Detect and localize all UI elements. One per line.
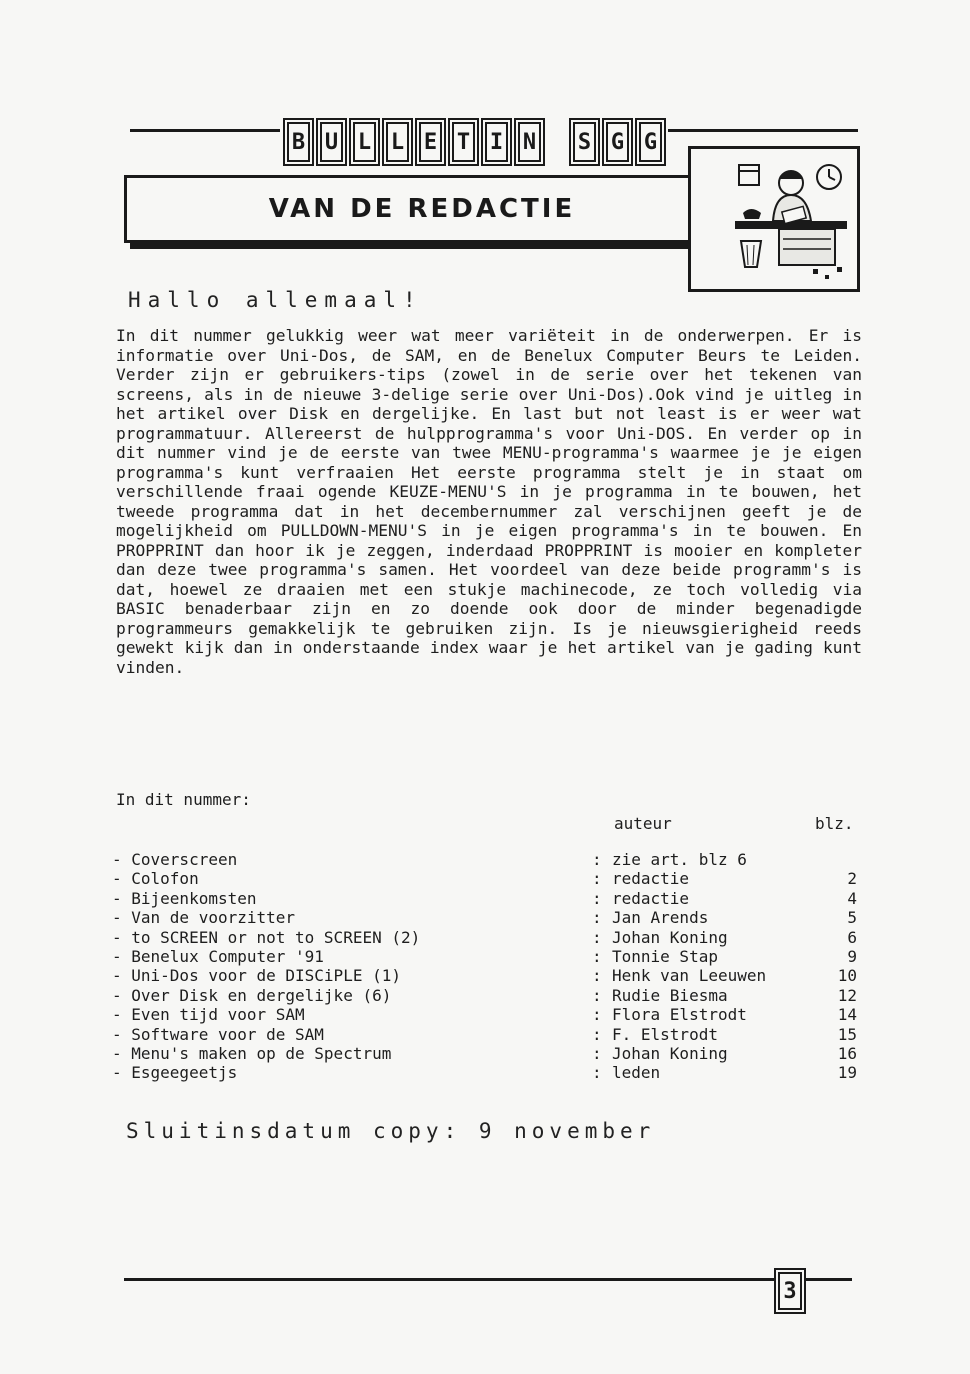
- brand-letter-box: L: [382, 118, 413, 166]
- brand-letter-box: L: [349, 118, 380, 166]
- index-row-author: Flora Elstrodt: [612, 1005, 747, 1025]
- index-row-author: Johan Koning: [612, 927, 728, 947]
- index-row-title: - Menu's maken op de Spectrum: [112, 1043, 392, 1063]
- footer-rule-right: [802, 1278, 852, 1281]
- index-column-page: blz.: [815, 814, 854, 833]
- brand-letter-box: E: [415, 118, 446, 166]
- index-row-author: redactie: [612, 869, 690, 889]
- index-row-page: 9: [847, 946, 857, 966]
- index-row-author: zie art. blz 6: [612, 850, 747, 869]
- index-row-title: - Esgeegeetjs: [112, 1063, 238, 1083]
- index-row: [112, 986, 857, 1005]
- index-row-author: leden: [612, 1063, 661, 1083]
- index-row-author: Henk van Leeuwen: [612, 966, 767, 986]
- index-row-page: 19: [837, 1063, 857, 1083]
- index-row: [112, 966, 857, 985]
- index-row-colon: :: [592, 927, 602, 947]
- index-row-page: 10: [837, 966, 857, 986]
- bulletin-sgg-logo: [283, 118, 666, 166]
- index-row: [112, 869, 857, 888]
- index-row: [112, 1063, 857, 1082]
- brand-letter-box: N: [514, 118, 545, 166]
- index-row-page: 16: [837, 1043, 857, 1063]
- index-row-page: 12: [837, 985, 857, 1005]
- index-row: [112, 928, 857, 947]
- index-row-author: Johan Koning: [612, 1043, 728, 1063]
- index-row-colon: :: [592, 1005, 602, 1025]
- index-row-author: Jan Arends: [612, 908, 709, 928]
- closing-date: Sluitinsdatum copy: 9 november: [126, 1119, 656, 1143]
- index-row: [112, 1005, 857, 1024]
- index-row-page: 14: [837, 1005, 857, 1025]
- index-row-colon: :: [592, 966, 602, 986]
- editorial-body: [116, 326, 862, 677]
- index-row-colon: :: [592, 908, 602, 928]
- index-row-title: - Coverscreen: [112, 850, 238, 869]
- header-rule-right: [668, 129, 858, 132]
- index-row-title: - Van de voorzitter: [112, 908, 296, 928]
- index-column-author: auteur: [614, 814, 672, 833]
- index-row-page: 2: [847, 869, 857, 889]
- editorial-paragraph: In dit nummer gelukkig weer wat meer variëteit in de onderwerpen. Er is informatie over Uni-Dos, de SAM, en de Benelux Computer Beurs te Leiden. Verder zijn er gebruikers-tips (zowel in de serie over het tekenen van screens, als in de nieuwe 3-delige serie over Uni-Dos).Ook vind je uitleg in het artikel over Disk en dergelijke. En last but not least is er weer wat programmatuur. Allereerst de hulpprogramma's voor Uni-DOS. En verder op in dit nummer vind je de eerste van twee MENU-programma's waarmee je je eigen programma's kunt verfraaien Het eerste programma stelt je in staat om verschillende fraai ogende KEUZE-MENU'S in je programma in te bouwen, het tweede programma dat in het decembernummer zal verschijnen geeft je de mogelijkheid om PULLDOWN-MENU'S in je eigen programma's in te bouwen. En PROPPRINT dan hoor ik je zeggen, inderdaad PROPPRINT is mooier en kompleter dan deze twee programma's samen. Het voordeel van deze beide programm's is dat, hoewel ze draaien met een stukje machinecode, ze toch volledig via BASIC benaderbaar zijn en zo doende ook door de minder begenadigde programmeurs gemakkelijk te gebruiken zijn. Is je nieuwsgierigheid reeds gewekt kijk dan in onderstaande index waar je het artikel van je gading kunt vinden.: [116, 326, 862, 677]
- index-row-author: redactie: [612, 888, 690, 908]
- index-row-title: - Benelux Computer '91: [112, 946, 324, 966]
- index-heading: In dit nummer:: [116, 790, 251, 809]
- index-row-page: 5: [847, 908, 857, 928]
- index-row-colon: :: [592, 888, 602, 908]
- brand-letter-box: G: [635, 118, 666, 166]
- index-row-author: Rudie Biesma: [612, 985, 728, 1005]
- index-row-colon: :: [592, 1024, 602, 1044]
- index-row-title: - Software voor de SAM: [112, 1024, 324, 1044]
- index-row-title: - to SCREEN or not to SCREEN (2): [112, 927, 421, 947]
- index-row-page: 15: [837, 1024, 857, 1044]
- index-row: [112, 889, 857, 908]
- index-row-colon: :: [592, 1063, 602, 1083]
- brand-letter-box: B: [283, 118, 314, 166]
- index-row-page: [822, 850, 857, 869]
- index-row: [112, 908, 857, 927]
- footer-rule: [124, 1278, 778, 1281]
- header-rule-left: [130, 129, 280, 132]
- page-number: 3: [774, 1268, 806, 1314]
- index-row-colon: :: [592, 1043, 602, 1063]
- index-row-title: - Even tijd voor SAM: [112, 1005, 305, 1025]
- index-row: [112, 947, 857, 966]
- index-row-author: Tonnie Stap: [612, 946, 718, 966]
- index-row: [112, 1044, 857, 1063]
- section-title-box: [124, 175, 720, 243]
- editor-at-desk-icon: [691, 149, 857, 289]
- index-row: [112, 850, 857, 869]
- index-row: [112, 1025, 857, 1044]
- index-row-colon: :: [592, 985, 602, 1005]
- section-title: VAN DE REDACTIE: [268, 194, 576, 224]
- index-row-colon: :: [592, 869, 602, 889]
- index-row-title: - Colofon: [112, 869, 199, 889]
- index-row-title: - Uni-Dos voor de DISCiPLE (1): [112, 966, 401, 986]
- greeting: Hallo allemaal!: [128, 288, 423, 312]
- index-list: [112, 850, 857, 1083]
- index-row-title: - Bijeenkomsten: [112, 888, 257, 908]
- index-row-page: 6: [847, 927, 857, 947]
- index-row-page: 4: [847, 888, 857, 908]
- brand-letter-box: U: [316, 118, 347, 166]
- index-row-colon: :: [592, 850, 602, 869]
- brand-letter-box: S: [569, 118, 600, 166]
- brand-letter-box: I: [481, 118, 512, 166]
- brand-letter-box: G: [602, 118, 633, 166]
- index-row-title: - Over Disk en dergelijke (6): [112, 985, 392, 1005]
- index-row-author: F. Elstrodt: [612, 1024, 718, 1044]
- editor-desk-illustration: [688, 146, 860, 292]
- index-row-colon: :: [592, 946, 602, 966]
- brand-letter-box: T: [448, 118, 479, 166]
